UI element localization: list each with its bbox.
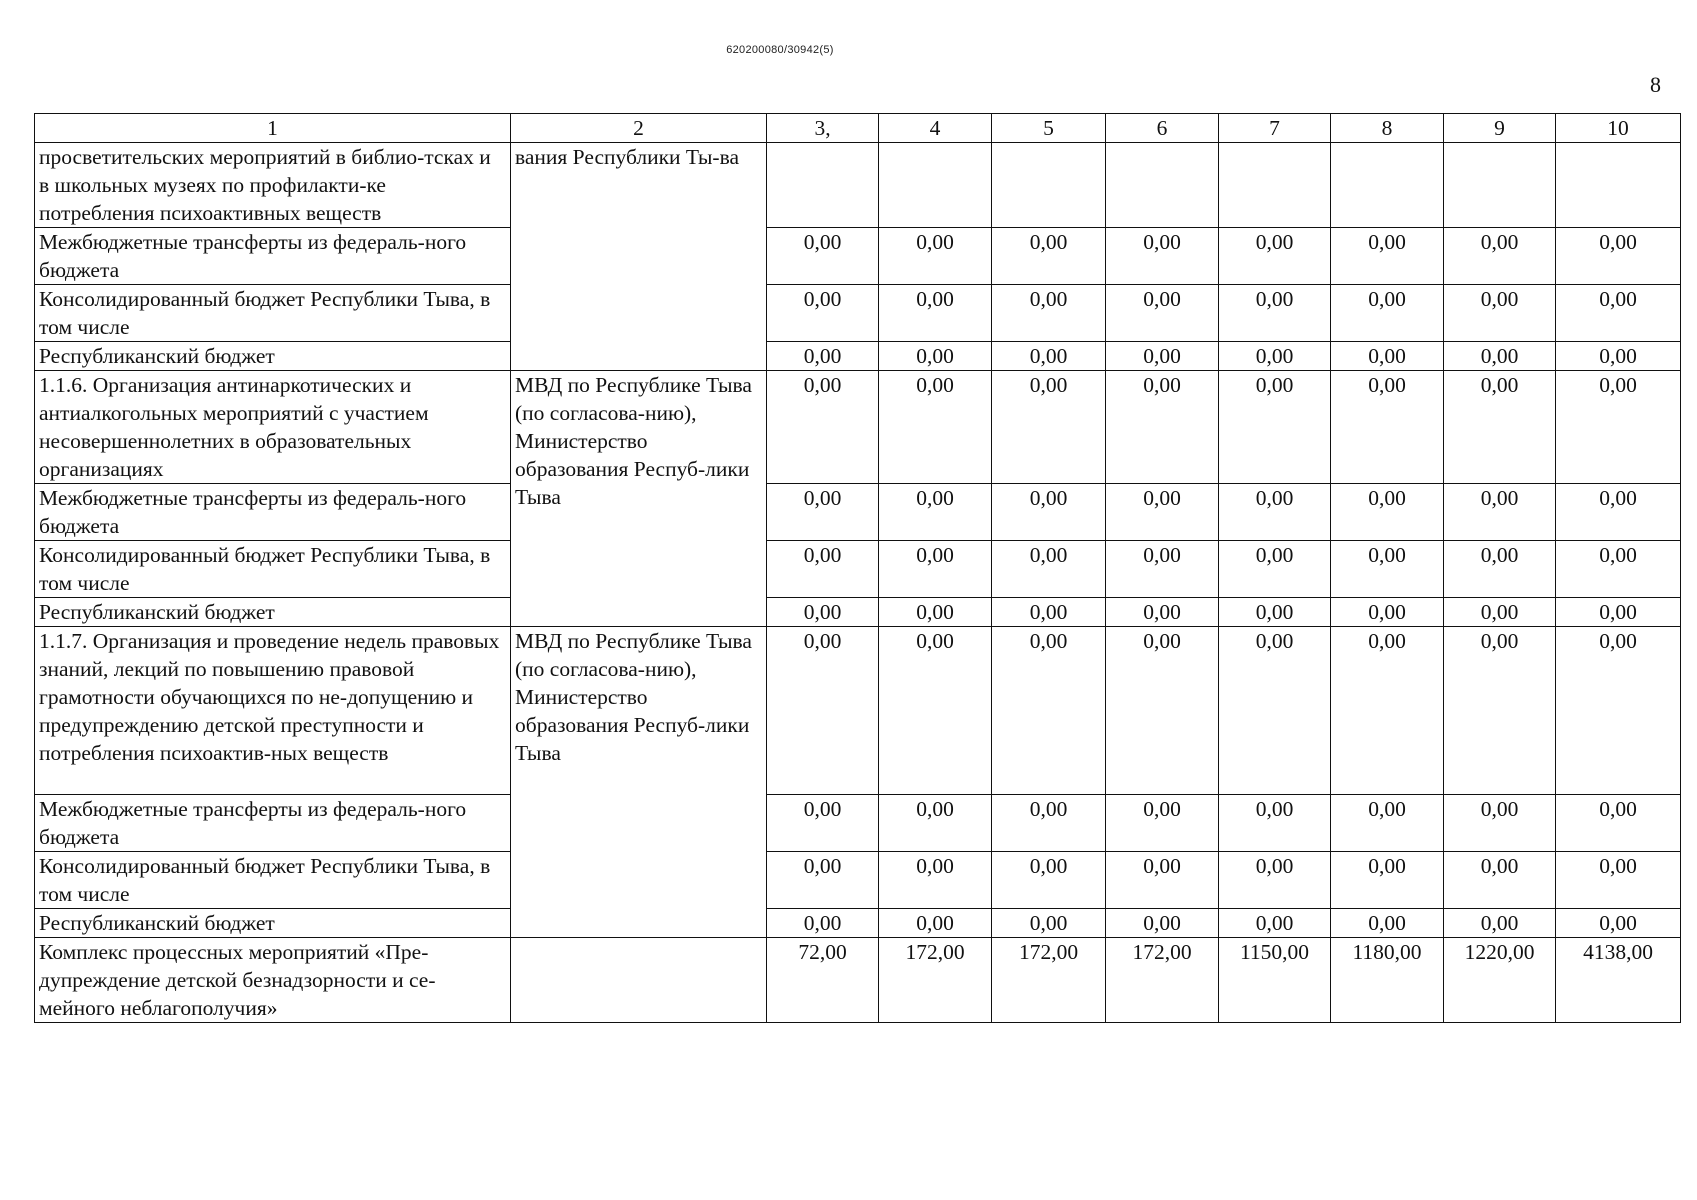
value-cell: 0,00 <box>1219 371 1331 484</box>
value-cell <box>1106 143 1219 228</box>
page-number: 8 <box>1650 72 1661 97</box>
value-cell: 0,00 <box>1444 909 1556 938</box>
row-label: Консолидированный бюджет Республики Тыва, в том числе <box>35 541 511 598</box>
value-cell: 0,00 <box>1106 627 1219 795</box>
value-cell: 0,00 <box>879 627 992 795</box>
value-cell: 0,00 <box>1106 909 1219 938</box>
responsible-cell: вания Республики Ты-ва <box>511 143 767 371</box>
value-cell: 0,00 <box>767 795 879 852</box>
responsible-cell: МВД по Республике Тыва (по согласова-нию), Министерство образования Респуб-лики Тыва <box>511 627 767 938</box>
value-cell: 0,00 <box>1106 795 1219 852</box>
header-cell: 5 <box>992 114 1106 143</box>
value-cell: 172,00 <box>992 938 1106 1023</box>
value-cell: 0,00 <box>1444 627 1556 795</box>
value-cell: 0,00 <box>1106 852 1219 909</box>
value-cell: 0,00 <box>1444 371 1556 484</box>
value-cell: 0,00 <box>1444 342 1556 371</box>
header-cell: 7 <box>1219 114 1331 143</box>
value-cell <box>767 143 879 228</box>
value-cell <box>1331 143 1444 228</box>
header-cell: 3, <box>767 114 879 143</box>
row-label: Республиканский бюджет <box>35 598 511 627</box>
value-cell: 0,00 <box>1219 541 1331 598</box>
value-cell: 0,00 <box>879 371 992 484</box>
value-cell: 0,00 <box>879 795 992 852</box>
value-cell <box>879 143 992 228</box>
row-label: просветительских мероприятий в библио-тсках и в школьных музеях по профилакти-ке потребления психоактивных веществ <box>35 143 511 228</box>
table-row <box>35 143 1681 228</box>
value-cell: 0,00 <box>1444 228 1556 285</box>
value-cell: 0,00 <box>1106 541 1219 598</box>
value-cell: 0,00 <box>1106 228 1219 285</box>
value-cell: 0,00 <box>992 342 1106 371</box>
row-label: Межбюджетные трансферты из федераль-ного бюджета <box>35 484 511 541</box>
value-cell <box>1444 143 1556 228</box>
table-row <box>35 484 1681 541</box>
table-row <box>35 627 1681 795</box>
table-header-row <box>35 114 1681 143</box>
value-cell: 0,00 <box>1556 541 1681 598</box>
row-label: Межбюджетные трансферты из федераль-ного бюджета <box>35 795 511 852</box>
value-cell: 0,00 <box>767 228 879 285</box>
value-cell: 0,00 <box>1556 228 1681 285</box>
row-label: 1.1.6. Организация антинаркотических и антиалкогольных мероприятий с участием несовершеннолетних в образовательных организациях <box>35 371 511 484</box>
value-cell: 0,00 <box>1331 541 1444 598</box>
row-label: Межбюджетные трансферты из федераль-ного бюджета <box>35 228 511 285</box>
value-cell: 0,00 <box>1331 342 1444 371</box>
value-cell: 0,00 <box>1556 371 1681 484</box>
value-cell: 0,00 <box>992 627 1106 795</box>
value-cell: 0,00 <box>1219 342 1331 371</box>
value-cell <box>992 143 1106 228</box>
responsible-cell <box>511 938 767 1023</box>
value-cell: 0,00 <box>1556 627 1681 795</box>
value-cell: 0,00 <box>1556 484 1681 541</box>
value-cell: 172,00 <box>879 938 992 1023</box>
value-cell: 0,00 <box>1444 484 1556 541</box>
value-cell: 0,00 <box>992 371 1106 484</box>
value-cell: 0,00 <box>1331 909 1444 938</box>
value-cell: 0,00 <box>1219 484 1331 541</box>
row-label: 1.1.7. Организация и проведение недель правовых знаний, лекций по повышению правовой грамотности обучающихся по не-допущению и предупреждению детской преступности и потребления психоактив-ных веществ <box>35 627 511 795</box>
value-cell: 0,00 <box>1219 909 1331 938</box>
row-label: Комплекс процессных мероприятий «Пре-дупреждение детской безнадзорности и се-мейного неблагополучия» <box>35 938 511 1023</box>
value-cell: 0,00 <box>767 541 879 598</box>
value-cell: 0,00 <box>992 285 1106 342</box>
value-cell: 0,00 <box>879 342 992 371</box>
row-label: Консолидированный бюджет Республики Тыва, в том числе <box>35 285 511 342</box>
table-row <box>35 938 1681 1023</box>
value-cell: 1220,00 <box>1444 938 1556 1023</box>
value-cell: 0,00 <box>1331 371 1444 484</box>
value-cell: 0,00 <box>992 228 1106 285</box>
value-cell: 0,00 <box>992 541 1106 598</box>
header-cell: 4 <box>879 114 992 143</box>
row-label: Консолидированный бюджет Республики Тыва, в том числе <box>35 852 511 909</box>
value-cell: 0,00 <box>767 627 879 795</box>
responsible-cell: МВД по Республике Тыва (по согласова-нию), Министерство образования Респуб-лики Тыва <box>511 371 767 627</box>
value-cell: 0,00 <box>1444 285 1556 342</box>
value-cell: 0,00 <box>879 541 992 598</box>
value-cell: 0,00 <box>1444 795 1556 852</box>
document-registration-code: 620200080/30942(5) <box>726 44 834 56</box>
value-cell <box>1219 143 1331 228</box>
value-cell: 0,00 <box>992 484 1106 541</box>
header-cell: 8 <box>1331 114 1444 143</box>
value-cell: 0,00 <box>1444 852 1556 909</box>
value-cell: 0,00 <box>879 852 992 909</box>
header-cell: 10 <box>1556 114 1681 143</box>
value-cell: 4138,00 <box>1556 938 1681 1023</box>
value-cell: 0,00 <box>992 795 1106 852</box>
value-cell: 0,00 <box>1331 285 1444 342</box>
value-cell: 0,00 <box>992 598 1106 627</box>
value-cell: 0,00 <box>1331 228 1444 285</box>
value-cell <box>1556 143 1681 228</box>
value-cell: 0,00 <box>767 371 879 484</box>
table-row <box>35 909 1681 938</box>
value-cell: 0,00 <box>992 852 1106 909</box>
value-cell: 1150,00 <box>1219 938 1331 1023</box>
value-cell: 1180,00 <box>1331 938 1444 1023</box>
header-cell: 6 <box>1106 114 1219 143</box>
header-cell: 1 <box>35 114 511 143</box>
table-row <box>35 285 1681 342</box>
value-cell: 0,00 <box>1106 484 1219 541</box>
value-cell: 0,00 <box>879 598 992 627</box>
value-cell: 0,00 <box>1556 285 1681 342</box>
value-cell: 0,00 <box>1331 484 1444 541</box>
value-cell: 0,00 <box>1444 598 1556 627</box>
value-cell: 0,00 <box>1106 285 1219 342</box>
value-cell: 172,00 <box>1106 938 1219 1023</box>
value-cell: 0,00 <box>767 598 879 627</box>
value-cell: 0,00 <box>1219 795 1331 852</box>
header-cell: 9 <box>1444 114 1556 143</box>
header-cell: 2 <box>511 114 767 143</box>
value-cell: 0,00 <box>879 484 992 541</box>
value-cell: 0,00 <box>879 228 992 285</box>
table-row <box>35 795 1681 852</box>
value-cell: 0,00 <box>1556 598 1681 627</box>
budget-table <box>34 113 1681 1023</box>
value-cell: 0,00 <box>879 909 992 938</box>
value-cell: 0,00 <box>1556 795 1681 852</box>
value-cell: 0,00 <box>767 909 879 938</box>
table-row <box>35 228 1681 285</box>
value-cell: 0,00 <box>879 285 992 342</box>
value-cell: 0,00 <box>1556 909 1681 938</box>
table-row <box>35 598 1681 627</box>
value-cell: 0,00 <box>767 285 879 342</box>
value-cell: 0,00 <box>1106 598 1219 627</box>
table-row <box>35 541 1681 598</box>
value-cell: 0,00 <box>992 909 1106 938</box>
value-cell: 72,00 <box>767 938 879 1023</box>
value-cell: 0,00 <box>1219 228 1331 285</box>
value-cell: 0,00 <box>1106 342 1219 371</box>
row-label: Республиканский бюджет <box>35 909 511 938</box>
value-cell: 0,00 <box>1219 627 1331 795</box>
table-row <box>35 371 1681 484</box>
value-cell: 0,00 <box>1219 285 1331 342</box>
value-cell: 0,00 <box>1556 852 1681 909</box>
value-cell: 0,00 <box>767 342 879 371</box>
value-cell: 0,00 <box>1331 598 1444 627</box>
value-cell: 0,00 <box>1556 342 1681 371</box>
value-cell: 0,00 <box>1331 795 1444 852</box>
value-cell: 0,00 <box>767 852 879 909</box>
value-cell: 0,00 <box>1331 852 1444 909</box>
value-cell: 0,00 <box>1331 627 1444 795</box>
table-row <box>35 342 1681 371</box>
table-row <box>35 852 1681 909</box>
value-cell: 0,00 <box>1106 371 1219 484</box>
row-label: Республиканский бюджет <box>35 342 511 371</box>
value-cell: 0,00 <box>767 484 879 541</box>
value-cell: 0,00 <box>1219 598 1331 627</box>
value-cell: 0,00 <box>1219 852 1331 909</box>
value-cell: 0,00 <box>1444 541 1556 598</box>
